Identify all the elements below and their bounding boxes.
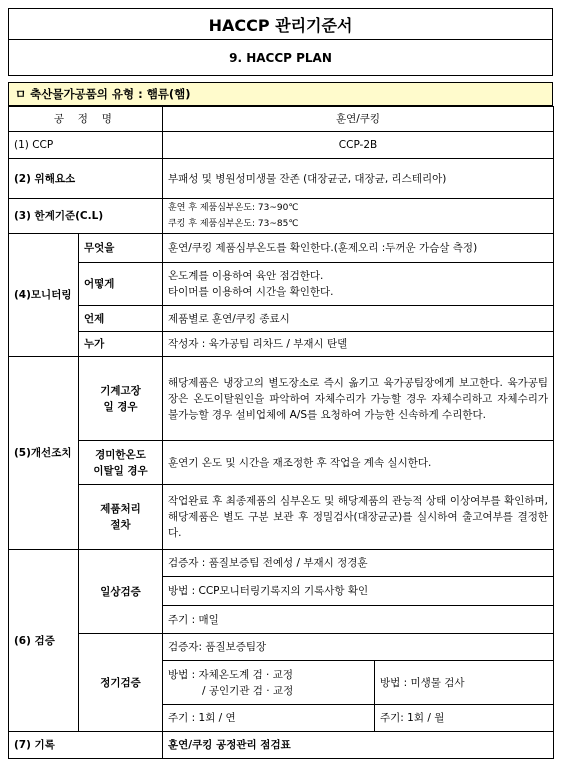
daily-verification-label: 일상검증 — [79, 550, 163, 634]
monitoring-when-label: 언제 — [79, 306, 163, 332]
monitoring-who-label: 누가 — [79, 332, 163, 357]
daily-method: 방법 : CCP모니터링기록지의 기록사항 확인 — [163, 577, 554, 606]
monitoring-what-value: 훈연/쿠킹 제품심부온도를 확인한다.(훈제오리 :두꺼운 가슴살 측정) — [163, 234, 554, 263]
monitoring-what-label: 무엇을 — [79, 234, 163, 263]
periodic-frequency-micro: 주기: 1회 / 월 — [375, 705, 554, 732]
critical-limit-smoke: 훈연 후 제품심부온도: 73~90℃ — [168, 203, 299, 213]
critical-limit-label: (3) 한계기준(C.L) — [9, 199, 163, 234]
ccp-value: CCP-2B — [163, 132, 554, 159]
product-type-label: ㅁ 축산물가공품의 유형 : 햄류(햄) — [8, 82, 553, 106]
monitoring-how-line2: 타이머를 이용하여 시간을 확인한다. — [168, 286, 334, 298]
ccp-label: (1) CCP — [9, 132, 163, 159]
corrective-product-value: 작업완료 후 최종제품의 심부온도 및 해당제품의 관능적 상태 이상여부를 확인하며, 해당제품은 별도 구분 보관 후 정밀검사(대장균군)를 실시하여 출고여부를 결정한다. — [163, 485, 554, 550]
corrective-equipment-label: 기계고장 일 경우 — [79, 357, 163, 441]
hazard-label: (2) 위해요소 — [9, 159, 163, 199]
periodic-frequency-calibration: 주기 : 1회 / 연 — [163, 705, 375, 732]
critical-limit-cook: 쿠킹 후 제품심부온도: 73~85℃ — [168, 219, 299, 229]
verification-label: (6) 검증 — [9, 550, 79, 732]
corrective-equipment-value: 해당제품은 냉장고의 별도장소로 즉시 옮기고 육가공팀장에게 보고한다. 육가공팀장은 온도이탈원인을 파악하여 자체수리가 가능할 경우 자체수리하고 자체수리가 불가능할 경우 설비업체에 A/S를 요청하여 가능한 신속하게 수리한다. — [163, 357, 554, 441]
process-header: 공 정 명 — [9, 107, 163, 132]
monitoring-how-label: 어떻게 — [79, 263, 163, 306]
document-title: HACCP 관리기준서 — [8, 8, 553, 40]
daily-frequency: 주기 : 매일 — [163, 606, 554, 634]
periodic-inspector: 검증자: 품질보증팀장 — [163, 634, 554, 661]
document-subtitle: 9. HACCP PLAN — [8, 40, 553, 76]
periodic-method-line2: / 공인기관 검 · 교정 — [202, 684, 294, 697]
critical-limit-values — [163, 199, 554, 234]
corrective-action-label: (5)개선조치 — [9, 357, 79, 550]
records-label: (7) 기록 — [9, 732, 163, 759]
haccp-plan-table — [8, 106, 554, 759]
corrective-minor-label: 경미한온도 이탈일 경우 — [79, 441, 163, 485]
records-value: 훈연/쿠킹 공정관리 점검표 — [163, 732, 554, 759]
monitoring-how-value — [163, 263, 554, 306]
periodic-verification-label: 정기검증 — [79, 634, 163, 732]
daily-inspector: 검증자 : 품질보증팀 전예성 / 부재시 정경훈 — [163, 550, 554, 577]
process-value: 훈연/쿠킹 — [163, 107, 554, 132]
monitoring-when-value: 제품별로 훈연/쿠킹 종료시 — [163, 306, 554, 332]
hazard-value: 부패성 및 병원성미생물 잔존 (대장균군, 대장균, 리스테리아) — [163, 159, 554, 199]
monitoring-how-line1: 온도계를 이용하여 육안 점검한다. — [168, 270, 324, 282]
corrective-product-label: 제품처리 절차 — [79, 485, 163, 550]
monitoring-who-value: 작성자 : 육가공팀 리차드 / 부재시 탄델 — [163, 332, 554, 357]
monitoring-label: (4)모니터링 — [9, 234, 79, 357]
periodic-method-calibration — [163, 661, 375, 705]
periodic-method-line1: 방법 : 자체온도계 검 · 교정 — [168, 668, 294, 681]
corrective-minor-value: 훈연기 온도 및 시간을 재조정한 후 작업을 계속 실시한다. — [163, 441, 554, 485]
periodic-method-micro: 방법 : 미생물 검사 — [375, 661, 554, 705]
